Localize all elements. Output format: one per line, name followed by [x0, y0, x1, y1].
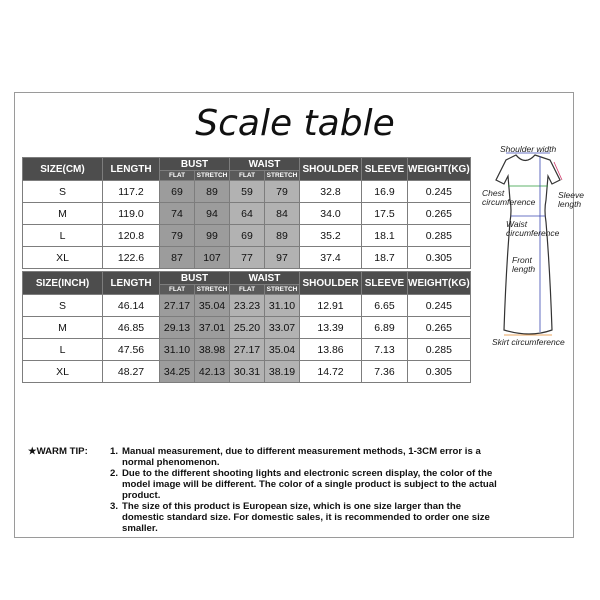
header-bust-flat: FLAT	[160, 171, 195, 181]
cell-shoulder: 32.8	[300, 181, 362, 203]
cell-weight: 0.265	[408, 317, 471, 339]
cell-length: 117.2	[103, 181, 160, 203]
table-row	[23, 317, 471, 339]
cell-weight: 0.245	[408, 181, 471, 203]
cell-sleeve: 6.65	[362, 295, 408, 317]
header-waist-stretch: STRETCH	[265, 171, 300, 181]
header-waist-flat: FLAT	[230, 171, 265, 181]
page-title: Scale table	[195, 103, 395, 144]
cell-shoulder: 34.0	[300, 203, 362, 225]
header-length: LENGTH	[103, 158, 160, 181]
label-front-2: length	[512, 264, 536, 274]
label-waist-1: Waist	[506, 219, 528, 229]
cell-waist-flat: 59	[230, 181, 265, 203]
cell-shoulder: 13.86	[300, 339, 362, 361]
cell-bust-stretch: 94	[195, 203, 230, 225]
cell-bust-stretch: 42.13	[195, 361, 230, 383]
table-row	[23, 203, 471, 225]
header-waist: WAIST	[230, 158, 300, 171]
header-shoulder: SHOULDER	[300, 158, 362, 181]
size-table-cm	[22, 157, 471, 269]
header-weight: WEIGHT(KG)	[408, 158, 471, 181]
table-row	[23, 339, 471, 361]
header-waist-flat: FLAT	[230, 285, 265, 295]
cell-sleeve: 18.7	[362, 247, 408, 269]
cell-waist-flat: 64	[230, 203, 265, 225]
cell-waist-stretch: 89	[265, 225, 300, 247]
cell-waist-flat: 69	[230, 225, 265, 247]
table-row	[23, 295, 471, 317]
header-size-inch: SIZE(INCH)	[23, 272, 103, 295]
cell-weight: 0.245	[408, 295, 471, 317]
cell-size: L	[23, 225, 103, 247]
cell-length: 46.85	[103, 317, 160, 339]
cell-bust-flat: 74	[160, 203, 195, 225]
cell-waist-flat: 27.17	[230, 339, 265, 361]
cell-bust-stretch: 89	[195, 181, 230, 203]
cell-bust-flat: 69	[160, 181, 195, 203]
label-front-1: Front	[512, 255, 532, 265]
header-bust-stretch: STRETCH	[195, 285, 230, 295]
cell-bust-flat: 29.13	[160, 317, 195, 339]
header-sleeve: SLEEVE	[362, 272, 408, 295]
label-chest-2: circumference	[482, 197, 536, 207]
cell-waist-flat: 77	[230, 247, 265, 269]
label-chest-1: Chest	[482, 188, 505, 198]
cell-size: XL	[23, 361, 103, 383]
header-waist-stretch: STRETCH	[265, 285, 300, 295]
cell-shoulder: 37.4	[300, 247, 362, 269]
cell-bust-flat: 27.17	[160, 295, 195, 317]
header-length: LENGTH	[103, 272, 160, 295]
header-weight: WEIGHT(KG)	[408, 272, 471, 295]
table-row	[23, 361, 471, 383]
dress-diagram	[480, 140, 584, 350]
cell-size: S	[23, 181, 103, 203]
header-waist: WAIST	[230, 272, 300, 285]
cell-bust-stretch: 37.01	[195, 317, 230, 339]
cell-waist-flat: 23.23	[230, 295, 265, 317]
header-sleeve: SLEEVE	[362, 158, 408, 181]
cell-bust-stretch: 99	[195, 225, 230, 247]
cell-waist-stretch: 97	[265, 247, 300, 269]
cell-length: 46.14	[103, 295, 160, 317]
label-waist-2: circumference	[506, 228, 560, 238]
cell-length: 119.0	[103, 203, 160, 225]
cell-size: M	[23, 203, 103, 225]
cell-waist-stretch: 33.07	[265, 317, 300, 339]
header-bust-flat: FLAT	[160, 285, 195, 295]
header-bust-stretch: STRETCH	[195, 171, 230, 181]
cell-bust-stretch: 107	[195, 247, 230, 269]
cell-weight: 0.305	[408, 361, 471, 383]
cell-waist-stretch: 38.19	[265, 361, 300, 383]
cell-weight: 0.285	[408, 339, 471, 361]
cell-length: 122.6	[103, 247, 160, 269]
cell-waist-stretch: 84	[265, 203, 300, 225]
cell-shoulder: 13.39	[300, 317, 362, 339]
cell-sleeve: 6.89	[362, 317, 408, 339]
cell-bust-stretch: 38.98	[195, 339, 230, 361]
cell-shoulder: 14.72	[300, 361, 362, 383]
cell-length: 120.8	[103, 225, 160, 247]
cell-weight: 0.265	[408, 203, 471, 225]
cell-weight: 0.285	[408, 225, 471, 247]
cell-bust-flat: 87	[160, 247, 195, 269]
cell-sleeve: 18.1	[362, 225, 408, 247]
table-row	[23, 247, 471, 269]
cell-shoulder: 12.91	[300, 295, 362, 317]
label-skirt: Skirt circumference	[492, 337, 565, 347]
header-bust: BUST	[160, 272, 230, 285]
tip-item: 3. The size of this product is European size, which is one size larger than the domestic standard size. For domestic sales, it is recommended to order one size smaller.	[110, 501, 490, 534]
cell-sleeve: 16.9	[362, 181, 408, 203]
table-row	[23, 225, 471, 247]
cell-length: 48.27	[103, 361, 160, 383]
cell-sleeve: 7.13	[362, 339, 408, 361]
table-row	[23, 181, 471, 203]
cell-shoulder: 35.2	[300, 225, 362, 247]
cell-sleeve: 7.36	[362, 361, 408, 383]
cell-sleeve: 17.5	[362, 203, 408, 225]
label-sleeve-2: length	[558, 199, 582, 209]
cell-weight: 0.305	[408, 247, 471, 269]
header-shoulder: SHOULDER	[300, 272, 362, 295]
cell-bust-flat: 34.25	[160, 361, 195, 383]
cell-waist-stretch: 31.10	[265, 295, 300, 317]
header-size-cm: SIZE(CM)	[23, 158, 103, 181]
cell-size: L	[23, 339, 103, 361]
cell-size: M	[23, 317, 103, 339]
cell-waist-stretch: 79	[265, 181, 300, 203]
cell-size: XL	[23, 247, 103, 269]
cell-length: 47.56	[103, 339, 160, 361]
label-shoulder-width: Shoulder width	[500, 144, 557, 154]
size-table-inch	[22, 271, 471, 383]
cell-bust-flat: 79	[160, 225, 195, 247]
cell-waist-flat: 25.20	[230, 317, 265, 339]
tip-item: 1. Manual measurement, due to different measurement methods, 1-3CM error is a normal phenomenon.	[110, 446, 481, 468]
warm-tip-label: ★WARM TIP:	[28, 446, 88, 457]
cell-bust-stretch: 35.04	[195, 295, 230, 317]
label-sleeve-1: Sleeve	[558, 190, 584, 200]
cell-bust-flat: 31.10	[160, 339, 195, 361]
tip-item: 2. Due to the different shooting lights and electronic screen display, the color of the model image will be different. The color of a single product is subject to the actual product.	[110, 468, 497, 501]
dress-outline-icon	[480, 140, 580, 350]
cell-waist-stretch: 35.04	[265, 339, 300, 361]
header-bust: BUST	[160, 158, 230, 171]
cell-waist-flat: 30.31	[230, 361, 265, 383]
cell-size: S	[23, 295, 103, 317]
